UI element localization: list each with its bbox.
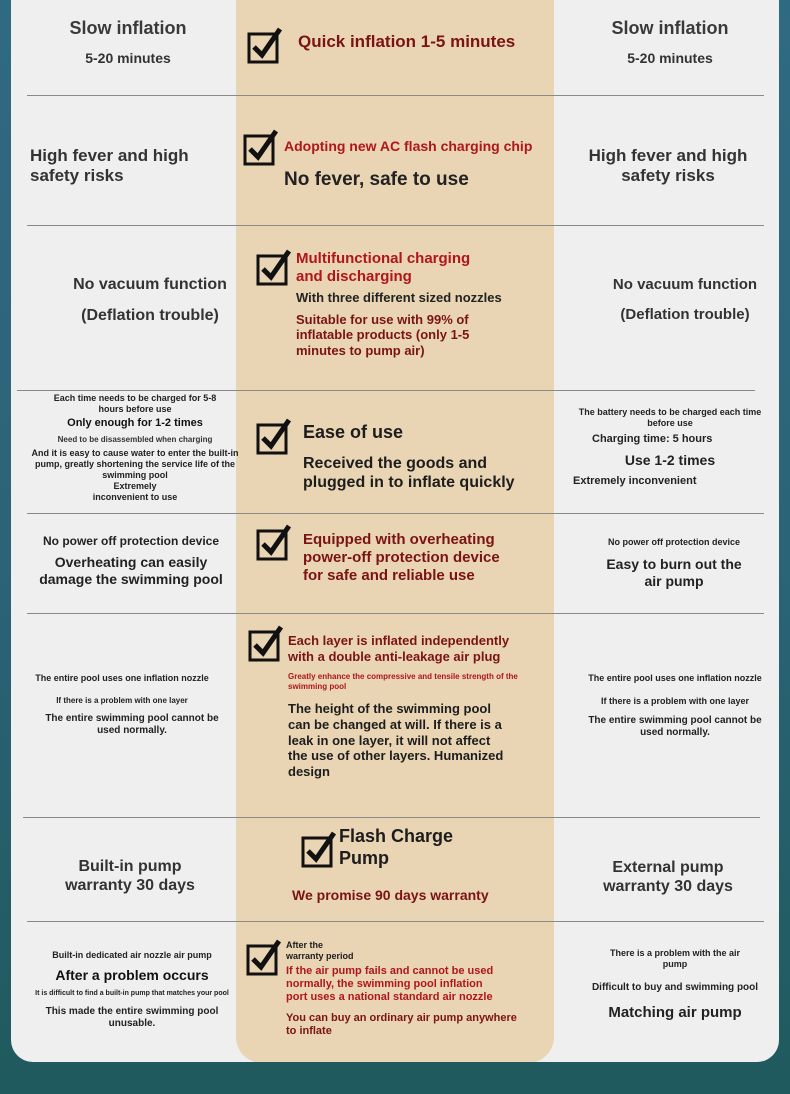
mid-subtext: to inflate [286,1025,332,1038]
left-note: swimming pool [102,469,168,480]
left-heading: High fever and high [30,146,189,165]
left-note: Extremely [113,480,157,491]
mid-heading: Flash Charge [339,826,454,846]
row-divider [27,95,764,96]
mid-subtext: minutes to pump air) [296,342,425,358]
mid-heading: power-off protection device [303,549,500,566]
right-heading: Use 1-2 times [624,451,716,468]
row2-mid [284,138,544,192]
mid-heading: with a double anti-leakage air plug [288,648,501,664]
mid-subtext: normally, the swimming pool inflation [286,977,483,990]
row8-left [20,950,244,1030]
right-subtext: Difficult to buy and swimming pool [591,981,759,993]
mid-subtext: plugged in to inflate quickly [303,473,515,491]
mid-subtext: design [288,763,330,779]
row2-left [30,146,230,187]
mid-subtext: With three different sized nozzles [296,290,502,305]
left-note: If there is a problem with one layer [56,695,188,705]
right-subtext: 5-20 minutes [627,49,713,66]
row8-mid [286,940,552,1039]
right-heading: No vacuum function [612,276,758,293]
mid-subtext: If the air pump fails and cannot be used [286,964,494,977]
mid-note: swimming pool [288,681,347,691]
checkmark-icon [301,830,339,868]
left-subtext: (Deflation trouble) [81,307,219,325]
row5-right [574,537,774,589]
row8-right [575,948,775,1022]
left-note: Each time needs to be charged for 5-8 [53,393,217,403]
checkmark-icon [243,128,281,166]
right-heading: High fever and high [588,146,748,165]
mid-subtext: The height of the swimming pool [288,701,491,717]
mid-heading: Pump [339,847,390,868]
checkmark-icon [248,624,286,662]
mid-subtext: can be changed at will. If there is a [288,716,502,732]
mid-note: Greatly enhance the compressive and tensile strength of the [288,672,518,682]
row-divider [27,225,764,226]
left-heading: warranty 30 days [65,877,195,895]
right-heading: air pump [644,572,704,589]
mid-heading: Ease of use [303,422,404,442]
mid-heading: Multifunctional charging [296,250,471,267]
right-heading: safety risks [621,166,715,186]
right-subtext: Extremely inconvenient [573,474,697,487]
row-divider [27,921,764,922]
row3-left [50,275,250,325]
mid-subtext: port uses a national standard air nozzle [286,990,493,1003]
row6-right [575,673,775,739]
checkmark-icon [256,248,294,286]
checkmark-icon [246,938,284,976]
right-heading: External pump [612,859,724,876]
mid-note: warranty period [286,950,354,961]
left-subtext: 5-20 minutes [85,49,171,66]
right-note: The battery needs to be charged each time [578,407,762,417]
left-subtext: This made the entire swimming pool [45,1005,219,1017]
mid-subtext: Received the goods and [303,454,488,472]
left-note: The entire pool uses one inflation nozzle [35,673,209,683]
right-note: The entire pool uses one inflation nozzle [588,673,762,683]
mid-heading: Each layer is inflated independently [288,633,510,648]
left-note: Need to be disassembled when charging [57,434,213,444]
left-subtext: The entire swimming pool cannot be [45,713,219,725]
right-note: There is a problem with the air [609,948,741,958]
left-note: Built-in dedicated air nozzle air pump [52,950,212,960]
right-heading: Slow inflation [611,18,729,38]
left-heading: Slow inflation [69,18,187,38]
left-heading: Built-in pump [78,858,182,875]
right-note: If there is a problem with one layer [600,695,750,706]
mid-heading: Equipped with overheating [303,531,495,548]
right-note: pump [662,958,688,969]
mid-subtext: You can buy an ordinary air pump anywhere [286,1012,517,1025]
right-subtext: used normally. [640,726,710,738]
right-heading: Easy to burn out the [606,555,742,572]
left-subtext: Only enough for 1-2 times [67,416,203,429]
row3-mid [296,250,542,358]
left-subtext: No power off protection device [42,534,219,548]
mid-heading: Adopting new AC flash charging chip [284,138,533,154]
row1-left [28,18,228,66]
row6-mid [288,633,562,779]
mid-subtext: No fever, safe to use [284,168,469,190]
row4-right [565,407,775,488]
row7-mid-warranty [292,887,532,904]
mid-heading: and discharging [296,268,412,285]
right-subtext: The entire swimming pool cannot be [588,714,762,726]
left-heading: After a problem occurs [55,966,209,983]
left-heading: safety risks [30,166,124,186]
row-divider [17,390,755,391]
left-note: pump, greatly shortening the service life of the [34,459,236,470]
right-note: before use [647,417,693,428]
left-heading: Overheating can easily [54,554,208,571]
row4-left [24,393,246,502]
row2-right [568,146,768,187]
left-heading: No vacuum function [73,276,227,293]
mid-heading: for safe and reliable use [303,567,475,584]
row1-mid [298,32,538,52]
left-subtext: used normally. [97,725,167,737]
mid-subtext: Suitable for use with 99% of [296,311,469,327]
mid-heading: Quick inflation 1-5 minutes [298,32,516,51]
row7-left [30,857,230,895]
right-heading: Matching air pump [608,1003,742,1021]
mid-subtext: inflatable products (only 1-5 [296,327,470,343]
right-note: No power off protection device [607,537,740,547]
row5-mid [303,531,549,585]
left-note: And it is easy to cause water to enter the built-in [31,448,239,459]
right-subtext: Charging time: 5 hours [592,432,713,445]
row1-right [570,18,770,66]
left-note: hours before use [98,403,172,414]
left-heading: damage the swimming pool [39,571,223,588]
row5-left [22,534,240,588]
checkmark-icon [256,523,294,561]
row6-left [22,673,222,737]
row-divider [27,613,764,614]
mid-note: After the [286,940,324,950]
mid-subtext: We promise 90 days warranty [292,887,489,903]
checkmark-icon [256,417,294,455]
mid-subtext: leak in one layer, it will not affect [288,732,491,748]
left-subtext: unusable. [108,1017,156,1029]
row7-right [568,858,768,896]
mid-subtext: the use of other layers. Humanized [288,748,504,764]
row3-right [585,276,785,324]
right-subtext: (Deflation trouble) [620,306,750,323]
row-divider [23,817,760,818]
right-heading: warranty 30 days [603,878,733,896]
row7-mid [339,826,539,869]
left-note: It is difficult to find a built-in pump that matches your pool [35,989,229,997]
row4-mid [303,422,549,492]
left-note: inconvenient to use [92,491,178,502]
checkmark-icon [247,26,285,64]
row-divider [27,513,764,514]
